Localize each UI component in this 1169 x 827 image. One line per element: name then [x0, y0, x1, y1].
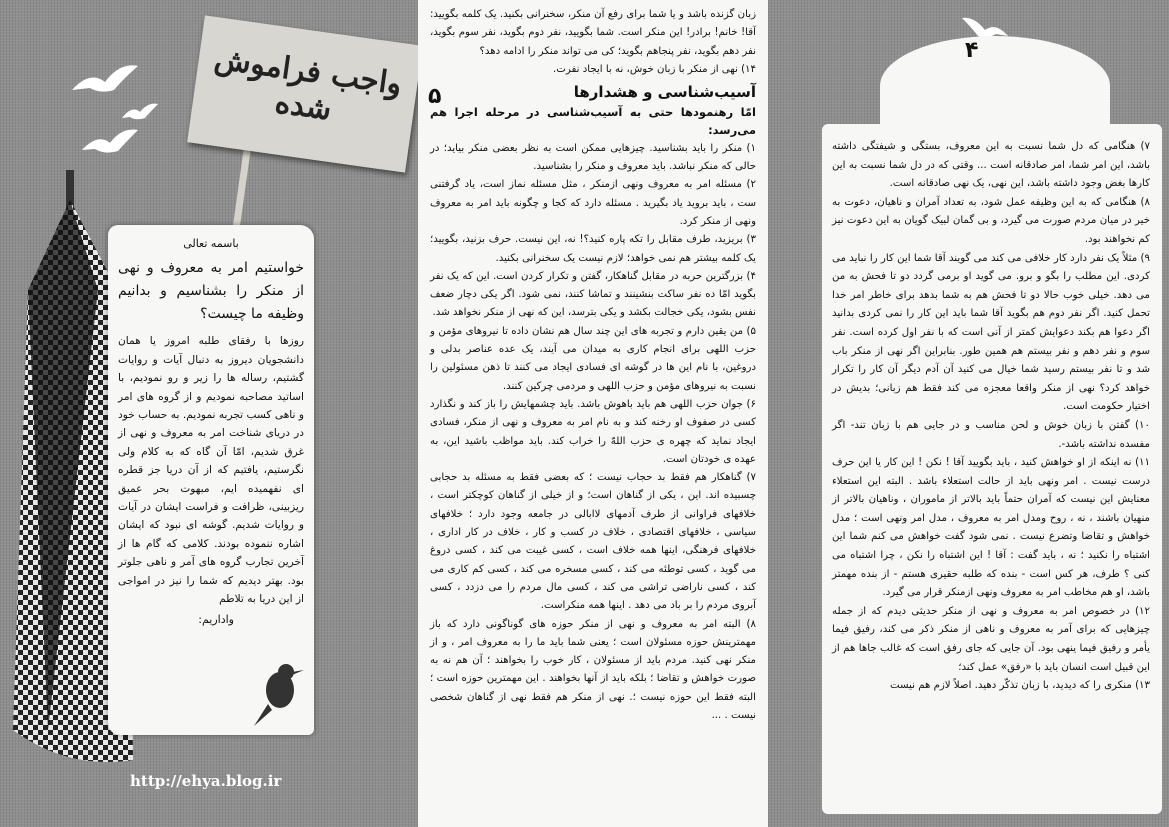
paragraph: ۳) بریزید، طرف مقابل را تکه پاره کنید؟! نه، این نیست. حرف بزنید، بگویید؛ یک کلمه بیشتر هم نمی خواهد؛ لازم نیست یک سخنرانی بکنید. — [430, 234, 756, 264]
page-number: ۵ — [428, 84, 442, 109]
intro-question: خواستیم امر به معروف و نهی از منکر را بشناسیم و بدانیم وظیفه ما چیست؟ — [118, 260, 304, 323]
sign-off: واداریم: — [198, 612, 234, 626]
basmala: باسمه تعالی — [183, 237, 239, 250]
middle-column — [430, 6, 756, 725]
bird-icon — [248, 660, 308, 730]
paragraph: ۵) من یقین دارم و تجربه های این چند سال هم نشان داده تا نیروهای مؤمن و حزب اللهی برای انجام کاری به میدان می آیند، یک عده عناصر بدلی و دروغین، با نام این ها در گوشه ای فسادی ایجاد می کنند تا ذهن مسئولین را نسبت به نیروهای مؤمن و حزب اللهی و مردمی چرکین کنند. — [430, 325, 756, 392]
section-subtitle: امّا رهنمودها حتی به آسیب‌شناسی در مرحله اجرا هم می‌رسد: — [430, 105, 756, 138]
blog-url[interactable]: http://ehya.blog.ir — [130, 772, 282, 790]
paragraph: ۱۲) در خصوص امر به معروف و نهی از منکر حدیثی دیدم که از جمله چیزهایی که برای آمر به معروف و ناهی از منکر ذکر می کند، رفیق فیما یأمر و رفیق فیما ینهی بود. آن جایی که جای رفق است که غالب جاها هم از این قبیل است انسان باید با «رفق» عمل کند؛ — [832, 605, 1150, 673]
dove-icon — [70, 60, 140, 100]
paragraph: ۴) بزرگترین حربه در مقابل گناهکار، گفتن و تکرار کردن است. این که یک نفر بگوید امّا ده نفر ساکت بنشینند و تماشا کنند، نمی شود. اگر یکی دچار ضعف نفس بشود، یکی خجالت بکشد و یکی بترسد، این که نهی از منکر نخواهد شد. — [430, 270, 756, 319]
section-title: آسیب‌شناسی و هشدارها — [573, 83, 756, 102]
sign-stick — [232, 150, 250, 230]
paragraph: ۱۰) گفتن با زبان خوش و لحن مناسب و در جایی هم با زبان تند- اگر مفسده نداشته باشد-. — [832, 419, 1150, 450]
sign-title: واجب فراموش شده — [212, 41, 404, 128]
paragraph: ۷) گناهکار هم فقط بد حجاب نیست ؛ که بعضی فقط به مسئله بد حجابی چسبیده اند. این ، یکی از گناهان است؛ و از خیلی از گناهان کوچکتر است ، خلافهای فراوانی از طرف آدمهای لاابالی در جامعه وجود دارد ؛ خلافهای سیاسی ، خلافهای اقتصادی ، خلاف در کسب و کار ، خلاف در کار اداری ، خلافهای فرهنگی، اینها همه خلاف است ، کسی غیبت می کند ، کسی دروغ می گوید ، کسی توطئه می کند ، کسی مسخره می کند ، کسی کم کاری می کند ، کسی ناراضی تراشی می کند ، کسی مال مردم را می دزدد ، کسی آبروی مردم را بر باد می دهد . اینها همه منکراست. — [430, 472, 756, 612]
paragraph: ۶) جوان حزب اللهی هم باید باهوش باشد. باید چشمهایش را باز کند و نگذارد کسی در صفوف او رخنه کند و به نام امر به معروف و نهی از منکر، فسادی ایجاد نماید که چهره ی حزب اللهّ را خراب کند. باید مواظب باشید این، به عهده ی خودتان است. — [430, 398, 756, 465]
dove-icon — [120, 100, 160, 125]
right-arch — [880, 36, 1110, 136]
paragraph: ۱۳) منکری را که دیدید، با زبان تذکّر دهید. اصلاً لازم هم نیست — [889, 680, 1150, 692]
paragraph: زبان گزنده باشد و یا شما برای رفع آن منکر، سخنرانی بکنید. یک کلمه بگویید: آقا! خانم! برادر! این منکر است. شما بگویید، نفر دوم بگوید، نفر سوم بگوید، نفر دهم بگوید، نفر پنجاهم بگوید؛ کی می تواند منکر را ادامه دهد؟ — [430, 9, 756, 57]
paragraph: ۸) هنگامی که به این وظیفه عمل شود، به تعداد آمران و ناهیان، دعوت به خیر در میان مردم صورت می گیرد، و بی گمان لبیک گویان به این دعوت نیز کم نخواهند بود. — [832, 196, 1150, 245]
paragraph: ۱۴) نهی از منکر با زبان خوش، نه با ایجاد نفرت. — [553, 63, 756, 75]
paragraph: ۸) البته امر به معروف و نهی از منکر حوزه های گوناگونی دارد که باز مهمترینش حوزه مسئولان است ؛ یعنی شما باید ما را به معروف امر ، و از منکر نهی کنید. مردم باید از مسئولان ، کار خوب را بخواهند ؛ آن هم نه به صورت خواهش و تقاضا ؛ بلکه باید از آنها بخواهند . این مهمترین حوزه است ؛ البته فقط این حوزه نیست ؛. نهی از منکر هم فقط نهی از گناهان شخصی نیست . ... — [430, 618, 756, 721]
left-column — [118, 235, 304, 629]
paragraph: ۱) منکر را باید بشناسید. چیزهایی ممکن است به نظر بعضی منکر بیاید؛ در حالی که منکر نباشد. باید معروف و منکر را بشناسید. — [430, 142, 756, 173]
intro-body — [118, 332, 304, 608]
intro-paragraph: روزها با رفقای طلبه امروز یا همان دانشجویان دیروز به دنبال آیات و روایات گشتیم، رساله ها را زیر و رو نمودیم، با اساتید مصاحبه نمودیم و از گروه های امر و ناهی کسب تجربه نمودیم. به حساب خود در دریای شناخت امر به معروف و نهی از غرق شدیم، امّا آن گاه که به کلام ولی نگرستیم، یافتیم که از آن دریا جز قطره ای نفهمیده ایم، مبهوت بحر عمیق ریزبینی، ظرافت و فراست ایشان در آیات و روایات شدیم. گوشه ای نبود که ایشان اشاره ننموده بودند. کلامی که گام ها از آخرین تجارب گروه های آمر و ناهی جلوتر بود. بهتر دیدیم که شما را نیز در امواجی از این دریا به تلاطم — [118, 335, 304, 606]
page-number: ۴ — [965, 38, 979, 63]
right-column — [832, 138, 1150, 696]
paragraph: ۹) مثلاً یک نفر دارد کار خلافی می کند می گویند آقا شما این کار را نباید می کردی. این مطلب را بگو و برو. می گوید او برمی گردد دو تا فحش به من می دهد. خیلی خوب حالا دو تا فحش هم به شما بدهد برای خاطر امر خدا تحمل کنید. اگر نفر دوم هم بگوید آقا شما باید این کار را نمی کردی بدانید اگر دعوا هم بکند دعوایش کمتر از آنی است که با نفر اول کرده است. نفر سوم و نفر دهم و نفر بیستم هم همین طور. بنابراین اگر نهی از منکر باب شد و تا نفر بیستم رسید شما خیال می کنید آن آدم دیگر آن کار را تکرار خواهد کرد؟ نهی از منکر واقعا معجزه می کند فقط هم زبانی؛ بدیش در اختیار حکومت است. — [832, 252, 1150, 413]
dove-icon — [80, 125, 140, 160]
title-sign — [187, 15, 423, 172]
paragraph: ۱۱) نه اینکه از او خواهش کنید ، باید بگویید آقا ! نکن ! این کار یا این حرف درست نیست . امر ونهی باید از حالت استعلاء باشد . البته این استعلاء معنایش این نیست که آمران حتماً باید بالاتر از ماموران ، وناهیان بالاتر از منهیان باشند ، نه ، روح ومدل امر به معروف ، مدل امر ونهی است ؛ مدل خواهش و تقاضا وتضرع نیست . نمی شود گفت خواهش می کنم شما این اشتباه را نکنید ؛ نه ، باید گفت : آقا ! این اشتباه را نکن ، چرا اشتباه می کنی ؟ طرف، هر کس است - بنده که طلبه حقیری هستم - از بنده مهمتر باشد، او هم مخاطب امر به معروف ونهی ازمنکر قرار می گیرد. — [832, 457, 1150, 599]
paragraph: ۲) مسئله امر به معروف ونهی ازمنکر ، مثل مسئله نماز است، یاد گرفتنی ست ، باید بروید یاد بگیرید . مسئله دارد که کجا و چگونه باید امر به معروف ونهی از منکر کرد. — [430, 179, 756, 227]
paragraph: ۷) هنگامی که دل شما نسبت به این معروف، بستگی و شیفتگی داشته باشد، این امر شما، امر صادقانه است ... وقتی که در دل شما نسبت به این کارها بغض وجود داشته باشد، این نهی، یک نهی صادقانه است. — [832, 141, 1150, 190]
